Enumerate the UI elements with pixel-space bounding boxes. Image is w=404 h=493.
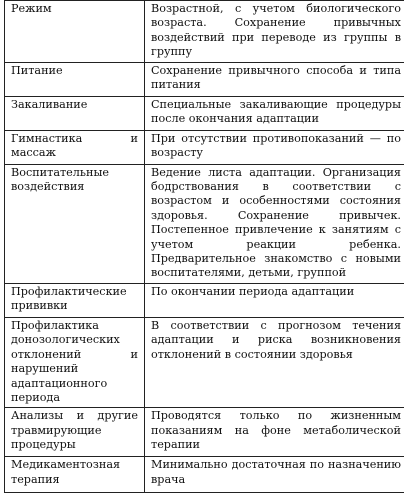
row-value: Возрастной, с учетом биологического возраста. Сохранение привычных воздействий при переводе из группы в группу bbox=[151, 2, 401, 60]
table-row bbox=[5, 317, 404, 407]
table-row bbox=[5, 62, 404, 96]
row-value-cell bbox=[145, 317, 404, 407]
row-label: Анализы и другие травмирующие процедуры bbox=[11, 409, 138, 452]
row-label-cell bbox=[5, 283, 145, 317]
table-row bbox=[5, 96, 404, 130]
row-value: Сохранение привычного способа и типа питания bbox=[151, 64, 401, 93]
row-label-cell bbox=[5, 1, 145, 63]
row-label-cell bbox=[5, 96, 145, 130]
row-value-cell bbox=[145, 408, 404, 457]
row-label: Питание bbox=[11, 64, 138, 78]
row-value: Минимально достаточная по назначению врача bbox=[151, 458, 401, 487]
row-label: Профилактика донозологических отклонений и нарушений адаптационного периода bbox=[11, 319, 138, 405]
row-label: Гимнастика и массаж bbox=[11, 132, 138, 161]
row-value-cell bbox=[145, 283, 404, 317]
table-row bbox=[5, 1, 404, 63]
row-value: При отсутствии противопоказаний — по возрасту bbox=[151, 132, 401, 161]
table-row bbox=[5, 408, 404, 457]
row-value-cell bbox=[145, 130, 404, 164]
row-label-cell bbox=[5, 457, 145, 493]
table-body bbox=[5, 1, 404, 493]
table-row bbox=[5, 164, 404, 283]
row-label-cell bbox=[5, 62, 145, 96]
row-label-cell bbox=[5, 130, 145, 164]
row-value: Ведение листа адаптации. Организация бодрствования в соответствии с возрастом и особенностями состояния здоровья. Сохранение привычек. Постепенное привлечение к занятиям с учетом реакции ребенка. Предварительное знакомство с новыми воспитателями, детьми, группой bbox=[151, 166, 401, 281]
row-value: Специальные закаливающие процедуры после окончания адаптации bbox=[151, 98, 401, 127]
row-label-cell bbox=[5, 408, 145, 457]
row-label-cell bbox=[5, 317, 145, 407]
row-label: Закаливание bbox=[11, 98, 138, 112]
row-value-cell bbox=[145, 164, 404, 283]
row-label: Режим bbox=[11, 2, 138, 16]
table-row bbox=[5, 457, 404, 493]
row-value-cell bbox=[145, 62, 404, 96]
row-label: Медикаментозная терапия bbox=[11, 458, 138, 487]
table-row bbox=[5, 130, 404, 164]
table-row bbox=[5, 283, 404, 317]
row-value: В соответствии с прогнозом течения адаптации и риска возникновения отклонений в состоянии здоровья bbox=[151, 319, 401, 362]
row-label: Воспитательные воздействия bbox=[11, 166, 138, 195]
row-value: Проводятся только по жизненным показаниям на фоне метаболической терапии bbox=[151, 409, 401, 452]
adaptation-table bbox=[4, 0, 404, 493]
row-value-cell bbox=[145, 96, 404, 130]
row-value: По окончании периода адаптации bbox=[151, 285, 401, 299]
row-label: Профилактические прививки bbox=[11, 285, 138, 314]
row-value-cell bbox=[145, 1, 404, 63]
row-value-cell bbox=[145, 457, 404, 493]
row-label-cell bbox=[5, 164, 145, 283]
